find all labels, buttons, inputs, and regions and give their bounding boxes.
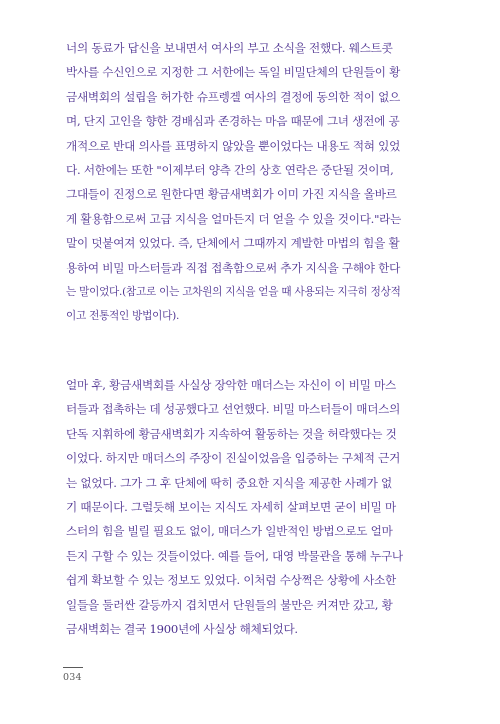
page-number: 034 — [63, 672, 82, 683]
paragraph-1 — [66, 36, 400, 329]
paragraph-line: 단독 지휘하에 황금새벽회가 지속하여 활동하는 것을 허락했다는 것 — [66, 426, 397, 441]
paragraph-line: 쉽게 확보할 수 있는 정보도 있었다. 이처럼 수상쩍은 상황에 사소한 — [66, 573, 396, 588]
paragraph-line: 스터의 힘을 빌릴 필요도 없이, 매더스가 일반적인 방법으로도 얼마 — [66, 524, 393, 539]
paragraph-line: 말이 덧붙여져 있었다. 즉, 단체에서 그때까지 계발한 마법의 힘을 활 — [66, 236, 400, 251]
paragraph-line: 개적으로 반대 의사를 표명하지 않았을 뿐이었다는 내용도 적혀 있었 — [66, 138, 401, 153]
paragraph-line-note: 이고 전통적인 방법이다). — [66, 310, 180, 323]
paragraph-line: 게 활용함으로써 고급 지식을 얼마든지 더 얻을 수 있을 것이다."라는 — [66, 211, 402, 226]
paragraph-line: 금새벽회의 설립을 허가한 슈프렝겔 여사의 결정에 동의한 적이 없으 — [66, 89, 401, 104]
paragraph-line: 박사를 수신인으로 지정한 그 서한에는 독일 비밀단체의 단원들이 황 — [66, 65, 401, 80]
paragraph-line: 는 없었다. 그가 그 후 단체에 딱히 중요한 지식을 제공한 사례가 없 — [66, 475, 392, 490]
paragraph-line: 너의 동료가 답신을 보내면서 여사의 부고 소식을 전했다. 웨스트콧 — [66, 41, 393, 55]
paragraph-line: 그대들이 진정으로 원한다면 황금새벽회가 이미 가진 지식을 올바르 — [66, 187, 397, 202]
paragraph-line: 기 때문이다. 그럴듯해 보이는 지식도 자세히 살펴보면 굳이 비밀 마 — [66, 499, 396, 514]
paragraph-line: 든지 구할 수 있는 것들이었다. 예를 들어, 대영 박물관을 통해 누구나 — [66, 548, 403, 563]
paragraph-line: 이었다. 하지만 매더스의 주장이 진실이었음을 입증하는 구체적 근거 — [66, 451, 401, 466]
paragraph-line: 며, 단지 고인을 향한 경배심과 존경하는 마음 때문에 그녀 생전에 공 — [66, 114, 400, 129]
paragraph-line: 얼마 후, 황금새벽회를 사실상 장악한 매더스는 자신이 이 비밀 마스 — [66, 378, 396, 392]
paragraph-line: 터들과 접촉하는 데 성공했다고 선언했다. 비밀 마스터들이 매더스의 — [66, 402, 401, 417]
paragraph-line: 금새벽회는 결국 1900년에 사실상 해체되었다. — [66, 621, 298, 636]
page-number-rule — [63, 667, 83, 668]
paragraph-2 — [66, 373, 403, 641]
paragraph-line: 일들을 둘러싼 갈등까지 겹치면서 단원들의 불만은 커져만 갔고, 황 — [66, 597, 393, 612]
paragraph-line-note: 는 말이었다.(참고로 이는 고차원의 지식을 얻을 때 사용되는 지극히 정상적 — [66, 285, 401, 298]
paragraph-line: 다. 서한에는 또한 "이제부터 양측 간의 상호 연락은 중단될 것이며, — [66, 162, 394, 177]
paragraph-line: 용하여 비밀 마스터들과 직접 접촉함으로써 추가 지식을 구해야 한다 — [66, 260, 401, 275]
